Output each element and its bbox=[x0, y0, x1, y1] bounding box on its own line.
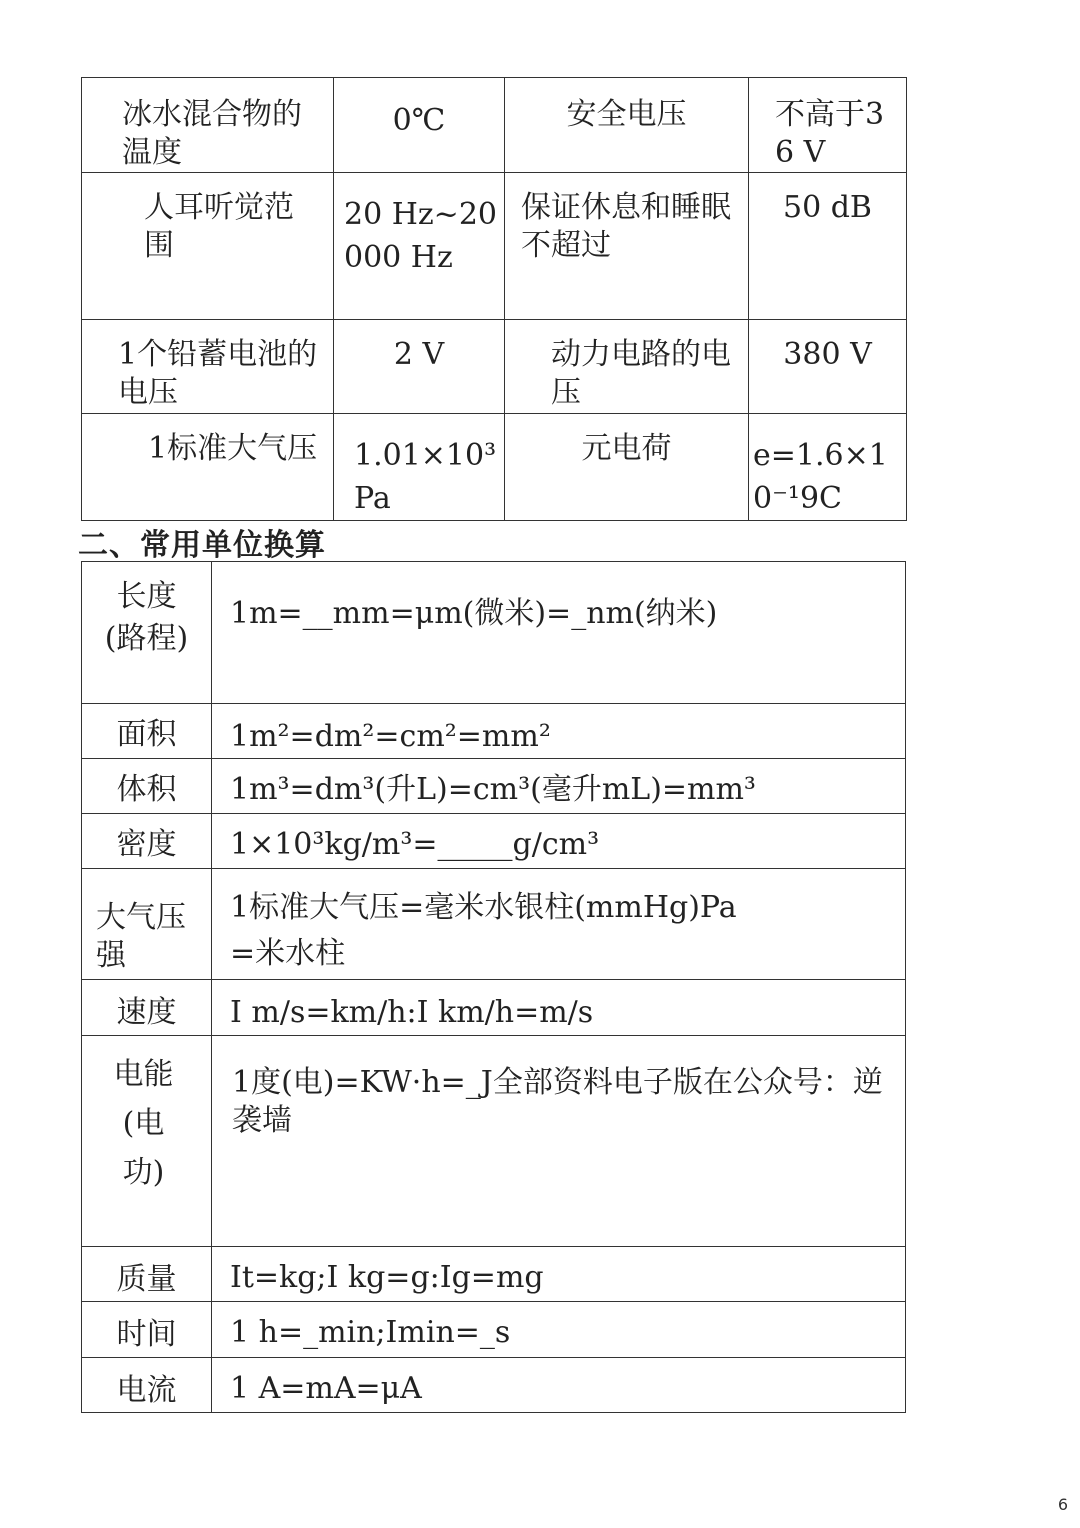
table-row bbox=[82, 704, 906, 759]
unit-formula: 1m²=dm²=cm²=mm² bbox=[212, 704, 906, 759]
constant-value: 1.01×10³ Pa bbox=[334, 414, 505, 521]
constant-label: 冰水混合物的温度 bbox=[82, 78, 334, 173]
unit-label: 时间 bbox=[82, 1302, 212, 1358]
table-row bbox=[82, 759, 906, 814]
unit-formula: 1m³=dm³(升L)=cm³(毫升mL)=mm³ bbox=[212, 759, 906, 814]
constant-value: e=1.6×10⁻¹9C bbox=[749, 414, 907, 521]
unit-formula: 1 h=_min;Imin=_s bbox=[212, 1302, 906, 1358]
constant-label: 保证休息和睡眠不超过 bbox=[505, 173, 749, 320]
constant-label: 安全电压 bbox=[505, 78, 749, 173]
table-row bbox=[82, 1302, 906, 1358]
unit-formula: It=kg;I kg=g:Ig=mg bbox=[212, 1247, 906, 1302]
constant-label: 动力电路的电压 bbox=[505, 320, 749, 414]
unit-formula: 1标准大气压=毫米水银柱(mmHg)Pa=米水柱 bbox=[212, 869, 906, 980]
table-row bbox=[82, 562, 906, 704]
unit-label: 密度 bbox=[82, 814, 212, 869]
table-row bbox=[82, 814, 906, 869]
unit-conversion-table bbox=[81, 561, 906, 1413]
table-row bbox=[82, 320, 907, 414]
unit-label: 电流 bbox=[82, 1358, 212, 1413]
table-row bbox=[82, 1358, 906, 1413]
table-row bbox=[82, 869, 906, 980]
unit-label: 长度(路程) bbox=[82, 562, 212, 704]
constant-label: 元电荷 bbox=[505, 414, 749, 521]
constant-label: 人耳听觉范围 bbox=[82, 173, 334, 320]
unit-label: 质量 bbox=[82, 1247, 212, 1302]
table-row bbox=[82, 980, 906, 1036]
unit-label: 体积 bbox=[82, 759, 212, 814]
constant-value: 2 V bbox=[334, 320, 505, 414]
constants-table bbox=[81, 77, 907, 521]
constant-value: 50 dB bbox=[749, 173, 907, 320]
unit-formula: 1×10³kg/m³=_____g/cm³ bbox=[212, 814, 906, 869]
unit-label: 大气压强 bbox=[82, 869, 212, 980]
constant-value: 380 V bbox=[749, 320, 907, 414]
table-row bbox=[82, 78, 907, 173]
table-row bbox=[82, 173, 907, 320]
unit-label: 面积 bbox=[82, 704, 212, 759]
table-row bbox=[82, 1247, 906, 1302]
page-number: 6 bbox=[1057, 1495, 1068, 1514]
table-row bbox=[82, 1036, 906, 1247]
table-row bbox=[82, 414, 907, 521]
unit-label: 电能(电功) bbox=[82, 1036, 212, 1247]
unit-label: 速度 bbox=[82, 980, 212, 1036]
constant-value: 0℃ bbox=[334, 78, 505, 173]
constant-value: 20 Hz~20000 Hz bbox=[334, 173, 505, 320]
unit-formula: 1m=__mm=μm(微米)=_nm(纳米) bbox=[212, 562, 906, 704]
unit-formula: 1度(电)=KW·h=_J全部资料电子版在公众号：逆袭墙 bbox=[212, 1036, 906, 1247]
unit-formula: I m/s=km/h:I km/h=m/s bbox=[212, 980, 906, 1036]
section-heading: 二、常用单位换算 bbox=[78, 528, 326, 563]
constant-label: 1标准大气压 bbox=[82, 414, 334, 521]
unit-formula: 1 A=mA=μA bbox=[212, 1358, 906, 1413]
constant-label: 1个铅蓄电池的电压 bbox=[82, 320, 334, 414]
constant-value: 不高于36 V bbox=[749, 78, 907, 173]
